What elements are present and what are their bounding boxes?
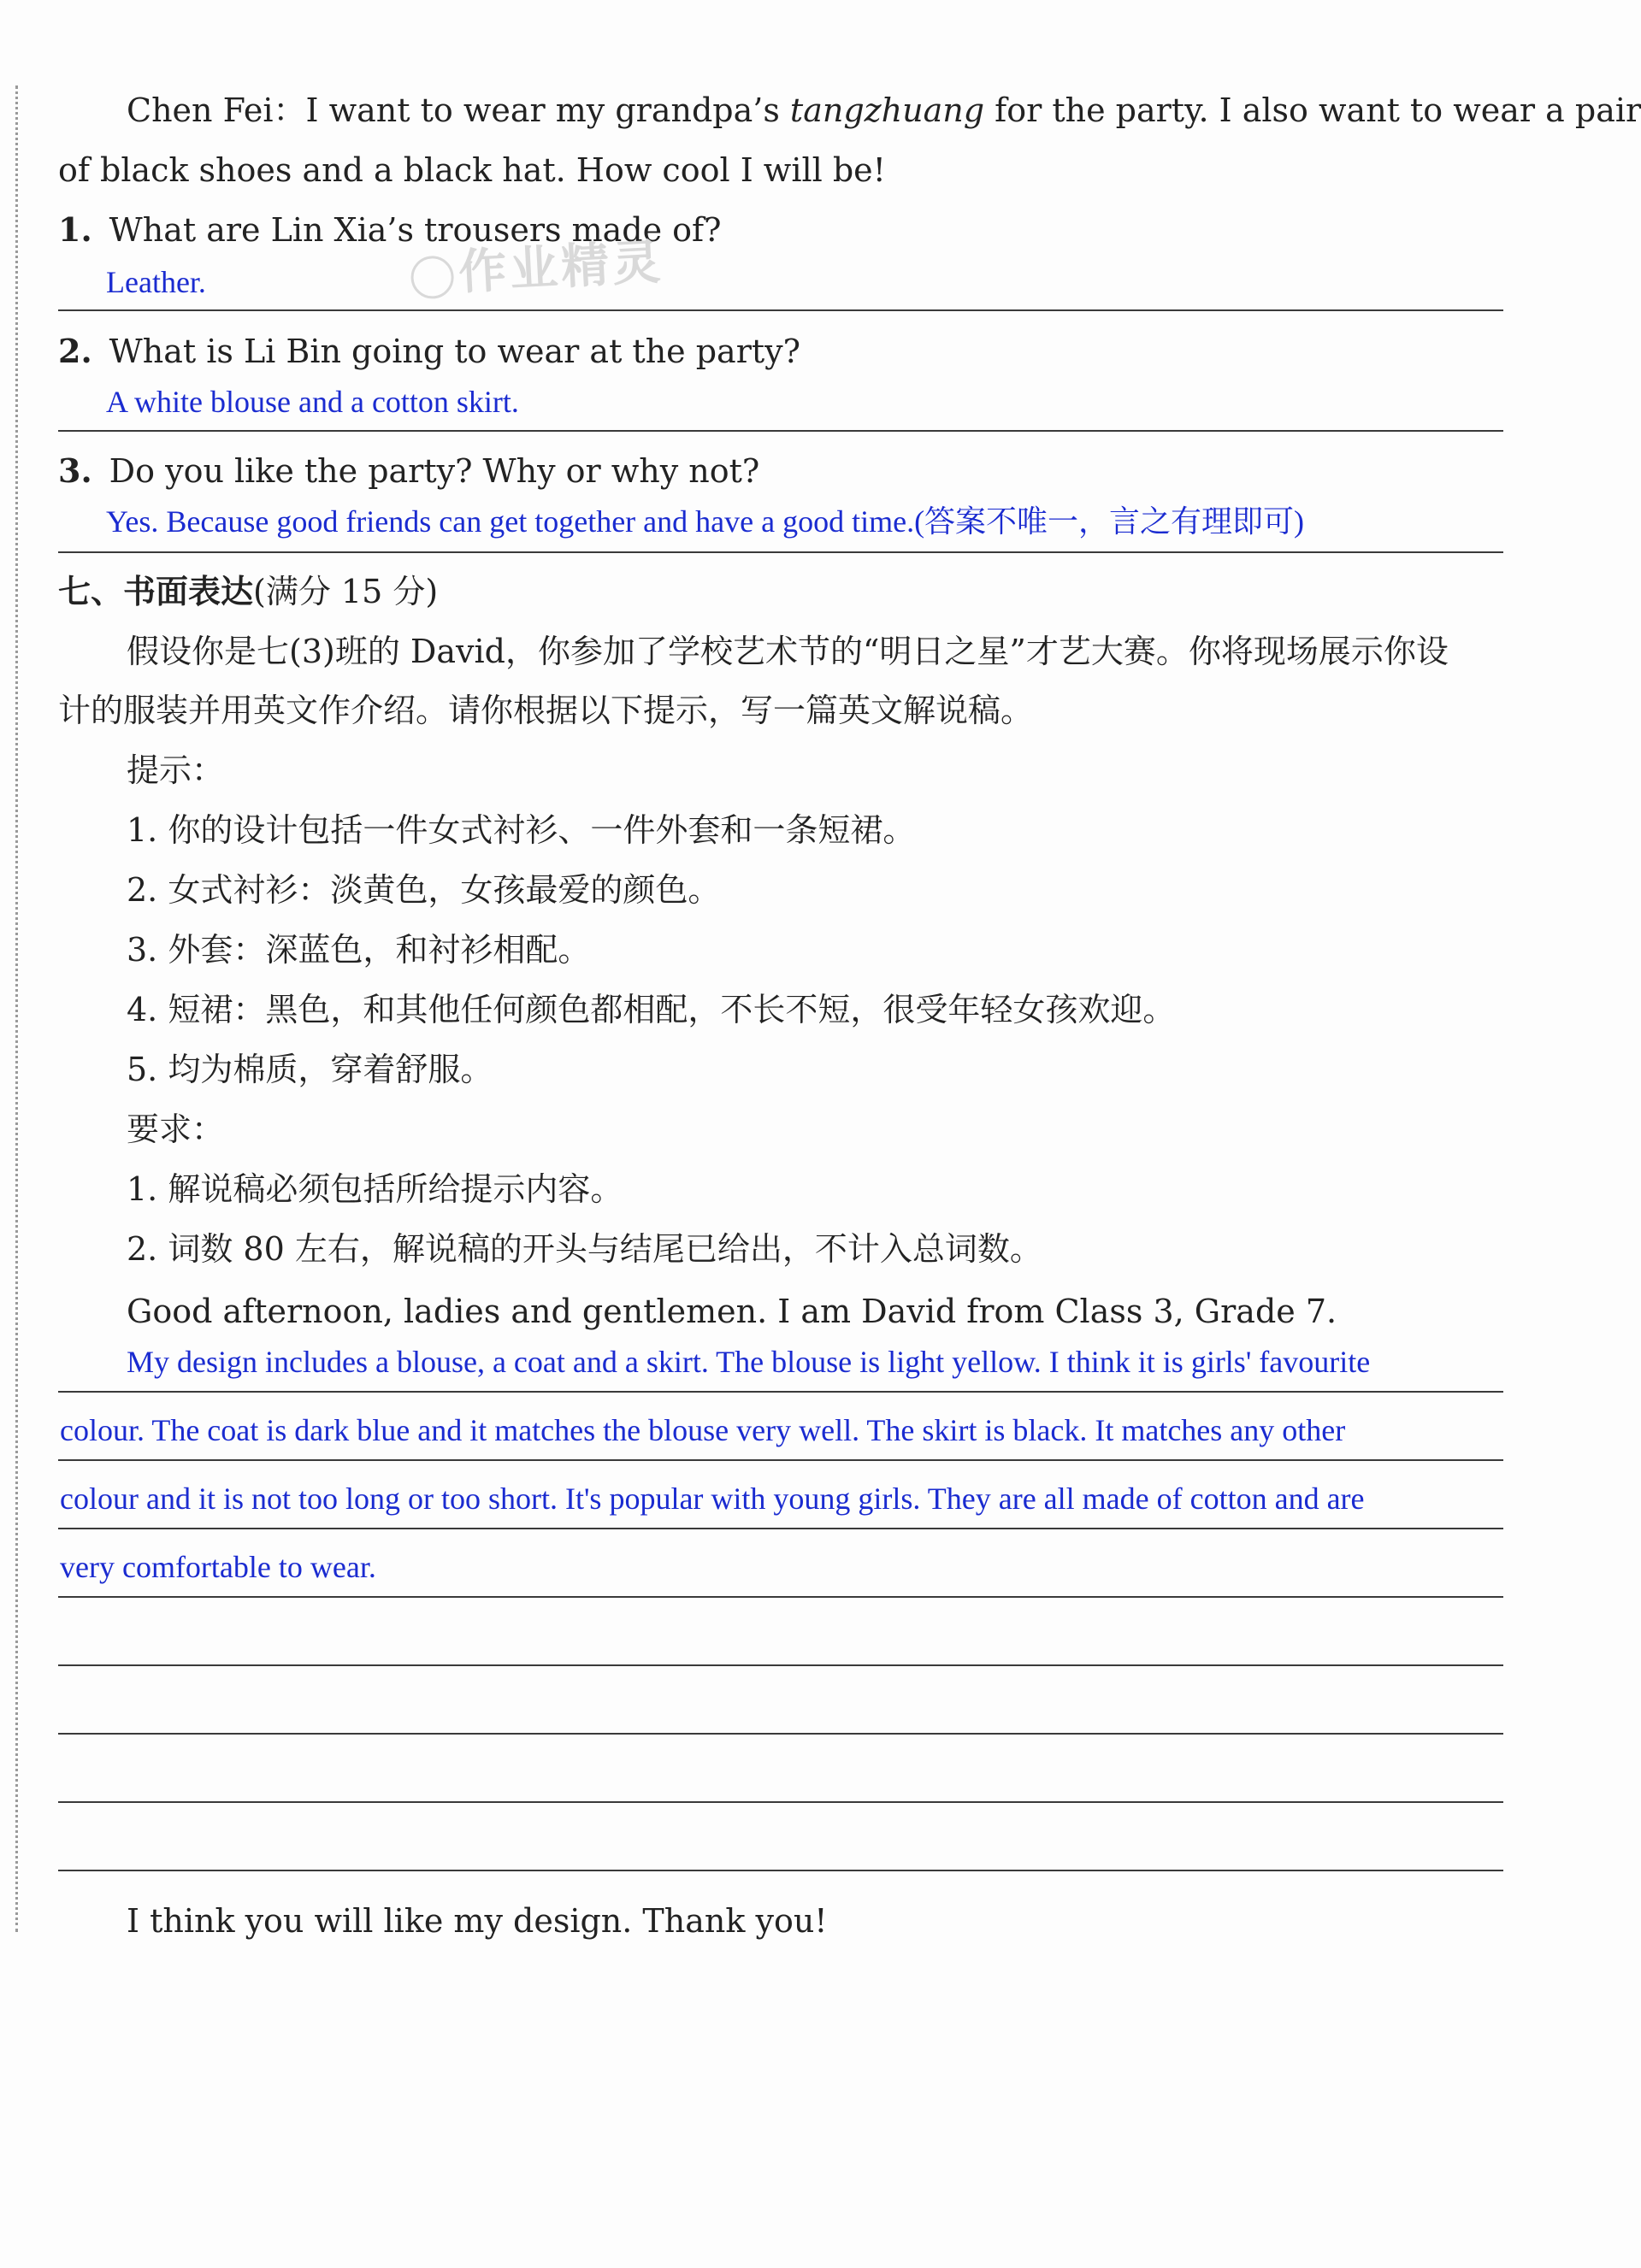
writing-line-1	[58, 1391, 1503, 1393]
requirement-2: 2. 词数 80 左右，解说稿的开头与结尾已给出，不计入总词数。	[127, 1230, 1042, 1268]
question-1: 1. What are Lin Xia’s trousers made of?	[58, 210, 722, 249]
writing-line-6	[58, 1733, 1503, 1735]
hints-label: 提示：	[127, 751, 225, 789]
watermark-seal-icon	[410, 255, 455, 300]
watermark: 作业精灵	[409, 224, 665, 305]
writing-line-2	[58, 1459, 1503, 1461]
essay-closing: I think you will like my design. Thank you!	[127, 1902, 828, 1940]
chen-fei-line-2: of black shoes and a black hat. How cool I will be!	[58, 151, 886, 189]
writing-line-3	[58, 1528, 1503, 1529]
essay-line-2: colour. The coat is dark blue and it matches the blouse very well. The skirt is black. It matches any other	[60, 1413, 1346, 1447]
essay-line-3: colour and it is not too long or too short. It's popular with young girls. They are all made of cotton and are	[60, 1482, 1365, 1516]
hint-1: 1. 你的设计包括一件女式衬衫、一件外套和一条短裙。	[127, 811, 916, 849]
requirement-1: 1. 解说稿必须包括所给提示内容。	[127, 1170, 623, 1208]
essay-line-4: very comfortable to wear.	[60, 1550, 376, 1584]
question-3: 3. Do you like the party? Why or why not?	[58, 451, 760, 490]
prompt-line-1: 假设你是七(3)班的 David，你参加了学校艺术节的“明日之星”才艺大赛。你将现场展示你设	[127, 633, 1449, 670]
writing-line-7	[58, 1801, 1503, 1803]
writing-line-4	[58, 1596, 1503, 1598]
writing-line-8	[58, 1870, 1503, 1871]
binding-margin-dots	[15, 85, 18, 1932]
section-heading: 七、书面表达(满分 15 分)	[58, 572, 439, 610]
answer-2: A white blouse and a cotton skirt.	[106, 385, 519, 419]
requirements-label: 要求：	[127, 1110, 225, 1148]
chen-fei-line-1: Chen Fei：I want to wear my grandpa’s tangzhuang for the party. I also want to wear a pair	[127, 91, 1641, 129]
question-2: 2. What is Li Bin going to wear at the party?	[58, 332, 800, 370]
answer-line-2	[58, 430, 1503, 432]
hint-5: 5. 均为棉质，穿着舒服。	[127, 1051, 493, 1088]
answer-line-1	[58, 309, 1503, 311]
answer-1: Leather.	[106, 265, 206, 299]
essay-opening: Good afternoon, ladies and gentlemen. I am David from Class 3, Grade 7.	[127, 1293, 1337, 1330]
hint-2: 2. 女式衬衫：淡黄色，女孩最爱的颜色。	[127, 871, 721, 909]
prompt-line-2: 计的服装并用英文作介绍。请你根据以下提示，写一篇英文解说稿。	[58, 692, 1034, 729]
writing-line-5	[58, 1664, 1503, 1666]
answer-line-3	[58, 551, 1503, 553]
essay-line-1: My design includes a blouse, a coat and a skirt. The blouse is light yellow. I think it is girls' favourite	[127, 1345, 1371, 1379]
hint-4: 4. 短裙：黑色，和其他任何颜色都相配，不长不短，很受年轻女孩欢迎。	[127, 991, 1176, 1028]
answer-3: Yes. Because good friends can get together and have a good time.(答案不唯一，言之有理即可)	[106, 504, 1305, 539]
hint-3: 3. 外套：深蓝色，和衬衫相配。	[127, 931, 591, 969]
